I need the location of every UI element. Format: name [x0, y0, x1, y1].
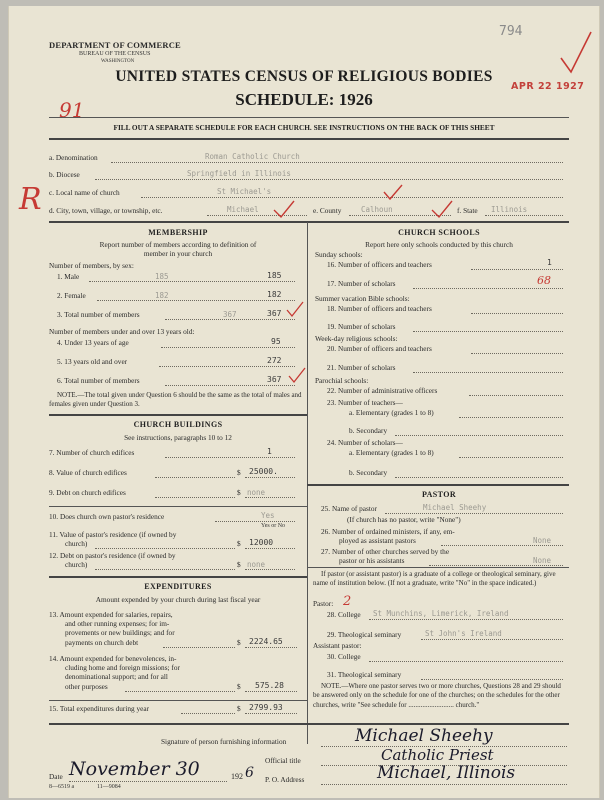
divider [49, 506, 307, 507]
total-expenditures-value: 2799.93 [249, 703, 283, 712]
pastor-heading: PASTOR [421, 490, 457, 499]
other-churches-label-2: pastor or his assistants [339, 556, 405, 565]
instruction-line: FILL OUT A SEPARATE SCHEDULE FOR EACH CHURCH. SEE INSTRUCTIONS ON THE BACK OF THIS SHEET [113, 123, 495, 132]
total-members-6-label: 6. Total number of members [57, 376, 140, 385]
seminary-label: 29. Theological seminary [327, 630, 402, 639]
q17-label: 17. Number of scholars [327, 279, 396, 288]
q22-label: 22. Number of administrative officers [327, 386, 438, 395]
edifices-value-label: 8. Value of church edifices [49, 468, 127, 477]
fill-line [69, 781, 227, 782]
final-note: NOTE.—Where one pastor serves two or more churches, Questions 28 and 29 should be answered only on the schedule for one of the churches; on the schedules for the other churches, write "See schedule for .......................... church." [313, 682, 561, 709]
received-date-stamp: APR 22 1927 [511, 81, 585, 92]
pastor-label: Pastor: [313, 599, 334, 608]
handwritten-number: 91 [59, 98, 85, 122]
q17-value: 68 [537, 274, 551, 287]
running-expenses-label-4: payments on church debt [65, 638, 139, 647]
assistant-college-label: 30. College [327, 652, 361, 661]
owns-residence-label: 10. Does church own pastor's residence [49, 512, 165, 521]
benevolences-value: 575.28 [255, 681, 284, 690]
fill-line [125, 691, 235, 692]
column-divider [307, 222, 308, 744]
edifices-value: 25000. [249, 467, 278, 476]
fill-line [413, 288, 563, 289]
church-name-label: c. Local name of church [49, 188, 120, 197]
divider [49, 138, 569, 140]
date-value: November 30 [69, 758, 200, 780]
graduate-note: If pastor (or assistant pastor) is a graduate of a college or theological seminary, give name of institution below. (If not a graduate, write "No" in the space indicated.) [313, 570, 556, 588]
male-typed: 185 [155, 272, 169, 281]
fill-line [155, 477, 235, 478]
official-title-value: Catholic Priest [381, 746, 494, 764]
fill-line [471, 269, 563, 270]
age-header-label: Number of members under and over 13 years old: [49, 327, 195, 336]
college-value: St Munchins, Limerick, Ireland [373, 609, 509, 618]
city-label: d. City, town, village, or township, etc. [49, 206, 163, 215]
fill-line [459, 457, 563, 458]
divider [49, 576, 307, 578]
address-value: Michael, Illinois [377, 763, 516, 783]
buildings-subtitle: See instructions, paragraphs 10 to 12 [124, 433, 232, 442]
owns-residence-value: Yes [261, 511, 275, 520]
fill-line [245, 548, 295, 549]
form-code-2: 11—9084 [97, 784, 121, 790]
assistant-seminary-label: 31. Theological seminary [327, 670, 402, 679]
fill-line [89, 281, 295, 282]
city-value: Michael [227, 205, 259, 214]
pastor-name-label: 25. Name of pastor [321, 504, 377, 513]
fill-line [159, 366, 295, 367]
sunday-schools-label: Sunday schools: [315, 250, 363, 259]
q23a-label: a. Elementary (grades 1 to 8) [349, 408, 434, 417]
benevolences-label-3: denominational support; and for all [65, 672, 168, 681]
q24b-label: b. Secondary [349, 468, 388, 477]
divider [49, 414, 307, 416]
total-members-6-value: 367 [267, 375, 282, 384]
assistant-pastor-label: Assistant pastor: [313, 641, 362, 650]
running-expenses-label-3: provements or new buildings; and for [65, 628, 175, 637]
q18-label: 18. Number of officers and teachers [327, 304, 432, 313]
membership-note: NOTE.—The total given under Question 6 should be the same as the total of males and females given under Question 3. [49, 391, 302, 409]
state-value: Illinois [491, 205, 528, 214]
benevolences-label-1: 14. Amount expended for benevolences, in- [49, 654, 177, 663]
fill-line [421, 679, 563, 680]
dollar-sign: $ [237, 539, 241, 548]
total-members-typed: 367 [223, 310, 237, 319]
official-title-label: Official title [265, 756, 301, 765]
dollar-sign: $ [237, 488, 241, 497]
residence-debt-label-2: church) [65, 560, 88, 569]
church-name-value: St Michael's [217, 187, 272, 196]
check-mark-icon [285, 300, 305, 318]
fill-line [165, 457, 295, 458]
q16-value: 1 [547, 258, 552, 267]
form-code: 8—6519 a [49, 784, 75, 790]
other-churches-label-1: 27. Number of other churches served by the [321, 547, 450, 556]
q20-label: 20. Number of officers and teachers [327, 344, 432, 353]
fill-line [245, 477, 295, 478]
edifices-debt-label: 9. Debt on church edifices [49, 488, 126, 497]
fill-line [155, 497, 235, 498]
divider [49, 700, 307, 701]
fill-line [369, 661, 563, 662]
department-heading: DEPARTMENT OF COMMERCE [49, 40, 181, 50]
q23-label: 23. Number of teachers— [327, 398, 403, 407]
running-expenses-label-2: and other running expenses; for im- [65, 619, 170, 628]
fill-line [165, 385, 295, 386]
running-expenses-value: 2224.65 [249, 637, 283, 646]
dollar-sign: $ [237, 682, 241, 691]
under-13-label: 4. Under 13 years of age [57, 338, 129, 347]
female-value: 182 [267, 290, 282, 299]
divider [49, 723, 569, 725]
fill-line [321, 784, 567, 785]
fill-line [369, 619, 563, 620]
dollar-sign: $ [237, 468, 241, 477]
margin-mark: R [19, 182, 42, 217]
assistant-ministers-label-1: 26. Number of ordained ministers, if any, em- [321, 527, 455, 536]
fill-line [469, 395, 563, 396]
assistant-ministers-label-2: ployed as assistant pastors [339, 536, 416, 545]
total-expenditures-label: 15. Total expenditures during year [49, 704, 150, 713]
yes-no-hint: Yes or No [261, 523, 286, 529]
fill-line [471, 353, 563, 354]
edifices-debt-value: none [247, 488, 266, 497]
diocese-value: Springfield in Illinois [187, 169, 291, 178]
benevolences-label-2: cluding home and foreign missions; for [65, 663, 180, 672]
fill-line [161, 347, 295, 348]
membership-intro-2: member in your church [143, 249, 213, 258]
q16-label: 16. Number of officers and teachers [327, 260, 432, 269]
q19-label: 19. Number of scholars [327, 322, 396, 331]
fill-line [95, 179, 563, 180]
male-label: 1. Male [57, 272, 80, 281]
pastor-mark: 2 [343, 594, 352, 609]
expenditures-intro: Amount expended by your church during last fiscal year [95, 595, 261, 604]
bureau-heading: BUREAU OF THE CENSUS [79, 51, 151, 57]
weekday-schools-label: Week-day religious schools: [315, 334, 398, 343]
benevolences-label-4: other purposes [65, 682, 108, 691]
denomination-label: a. Denomination [49, 153, 98, 162]
membership-heading: MEMBERSHIP [148, 228, 208, 237]
fill-line [459, 417, 563, 418]
q23b-label: b. Secondary [349, 426, 388, 435]
check-mark-icon [429, 198, 455, 220]
fill-line [395, 435, 563, 436]
state-label: f. State [457, 206, 478, 215]
female-typed: 182 [155, 291, 169, 300]
assistant-ministers-value: None [533, 536, 552, 545]
diocese-label: b. Diocese [49, 170, 80, 179]
form-title: UNITED STATES CENSUS OF RELIGIOUS BODIES [115, 68, 493, 85]
buildings-heading: CHURCH BUILDINGS [133, 420, 223, 429]
pastor-name-value: Michael Sheehy [423, 503, 487, 512]
fill-line [245, 497, 295, 498]
check-mark-icon [287, 366, 307, 384]
by-sex-label: Number of members, by sex: [49, 261, 134, 270]
expenditures-heading: EXPENDITURES [144, 582, 212, 591]
divider [307, 567, 569, 568]
q24-label: 24. Number of scholars— [327, 438, 403, 447]
edifices-count-value: 1 [267, 447, 272, 456]
residence-value-label-1: 11. Value of pastor's residence (if owned by [49, 530, 177, 539]
date-year-prefix: 192 [231, 772, 243, 781]
q24a-label: a. Elementary (grades 1 to 8) [349, 448, 434, 457]
fill-line [421, 639, 563, 640]
membership-intro-1: Report number of members according to definition of [99, 240, 257, 249]
schedule-title: SCHEDULE: 1926 [235, 90, 373, 109]
summer-schools-label: Summer vacation Bible schools: [315, 294, 410, 303]
fill-line [395, 477, 563, 478]
fill-line [245, 691, 297, 692]
census-schedule-sheet [8, 6, 600, 798]
fill-line [413, 372, 563, 373]
over-13-label: 5. 13 years old and over [57, 357, 128, 366]
residence-value-label-2: church) [65, 539, 88, 548]
serial-number: 794 [499, 24, 523, 39]
county-label: e. County [313, 206, 342, 215]
county-value: Calhoun [361, 205, 393, 214]
schools-heading: CHURCH SCHOOLS [398, 228, 480, 237]
denomination-value: Roman Catholic Church [205, 152, 300, 161]
fill-line [141, 197, 563, 198]
fill-line [245, 647, 297, 648]
fill-line [111, 162, 563, 163]
fill-line [181, 713, 235, 714]
total-members-label: 3. Total number of members [57, 310, 140, 319]
fill-line [385, 513, 563, 514]
residence-debt-label-1: 12. Debt on pastor's residence (if owned by [49, 551, 176, 560]
q21-label: 21. Number of scholars [327, 363, 396, 372]
signature-value: Michael Sheehy [355, 726, 493, 746]
residence-debt-value: none [247, 560, 266, 569]
seminary-value: St John's Ireland [425, 629, 502, 638]
dollar-sign: $ [237, 638, 241, 647]
fill-line [485, 215, 563, 216]
edifices-count-label: 7. Number of church edifices [49, 448, 135, 457]
divider [307, 484, 569, 486]
divider [49, 221, 569, 223]
fill-line [165, 319, 295, 320]
check-mark-icon [271, 198, 297, 220]
fill-line [429, 565, 563, 566]
dollar-sign: $ [237, 704, 241, 713]
fill-line [245, 713, 297, 714]
fill-line [215, 521, 295, 522]
running-expenses-label-1: 13. Amount expended for salaries, repairs, [49, 610, 173, 619]
total-members-value: 367 [267, 309, 282, 318]
fill-line [471, 313, 563, 314]
dollar-sign: $ [237, 560, 241, 569]
over-13-value: 272 [267, 356, 282, 365]
address-label: P. O. Address [265, 775, 305, 784]
date-label: Date [49, 772, 63, 781]
under-13-value: 95 [271, 337, 281, 346]
fill-line [97, 300, 295, 301]
signature-label: Signature of person furnishing information [161, 737, 287, 746]
schools-intro: Report here only schools conducted by this church [365, 240, 513, 249]
fill-line [245, 569, 295, 570]
fill-line [413, 331, 563, 332]
fill-line [163, 647, 235, 648]
fill-line [441, 545, 563, 546]
pastor-name-note: (If church has no pastor, write "None") [347, 515, 461, 524]
residence-value: 12000 [249, 538, 274, 547]
divider [49, 117, 569, 118]
fill-line [95, 548, 235, 549]
male-value: 185 [267, 271, 282, 280]
other-churches-value: None [533, 556, 552, 565]
college-label: 28. College [327, 610, 361, 619]
fill-line [95, 569, 235, 570]
check-mark-icon [381, 182, 405, 202]
city-heading: WASHINGTON [101, 59, 135, 64]
date-year-suffix: 6 [245, 765, 254, 781]
female-label: 2. Female [57, 291, 86, 300]
parochial-schools-label: Parochial schools: [315, 376, 369, 385]
